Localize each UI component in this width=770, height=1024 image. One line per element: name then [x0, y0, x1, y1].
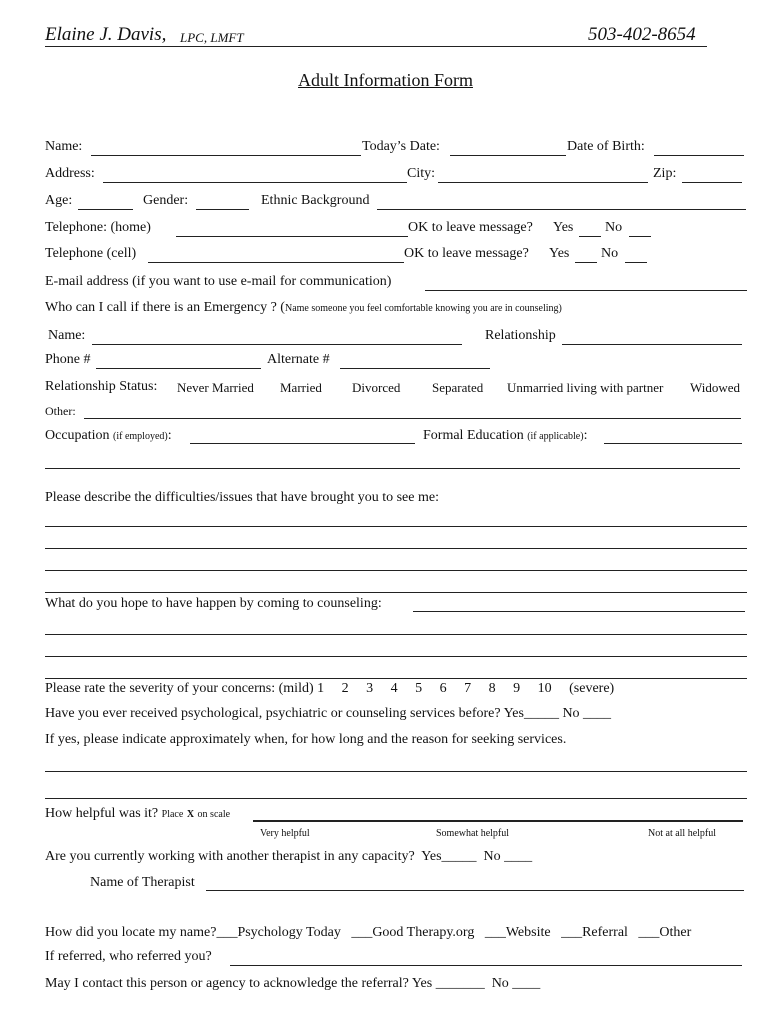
ec-relationship-label: Relationship [485, 328, 556, 343]
therapist-name-label: Name of Therapist [90, 875, 195, 890]
therapist-phone: 503-402-8654 [588, 24, 696, 45]
tel-home-field[interactable] [176, 236, 408, 237]
place-text: Place [161, 809, 184, 820]
locate-question[interactable]: How did you locate my name?___Psychology Today ___Good Therapy.org ___Website ___Referral ___Other [45, 925, 692, 940]
tel-cell-label: Telephone (cell) [45, 246, 137, 261]
ec-name-field[interactable] [92, 344, 462, 345]
therapist-credentials: LPC, LMFT [180, 30, 244, 45]
dob-field[interactable] [654, 155, 744, 156]
address-label: Address: [45, 166, 95, 181]
other-label: Other: [45, 404, 76, 418]
age-field[interactable] [78, 209, 133, 210]
difficulties-line-1[interactable] [45, 526, 747, 527]
occupation-text: Occupation [45, 428, 110, 443]
tel-cell-field[interactable] [148, 262, 404, 263]
ec-alternate-field[interactable] [340, 368, 490, 369]
tel-home-label: Telephone: (home) [45, 220, 151, 235]
rel-status-label: Relationship Status: [45, 379, 158, 394]
address-field[interactable] [103, 182, 407, 183]
if-yes-line-2[interactable] [45, 798, 747, 799]
current-therapist-question[interactable]: Are you currently working with another therapist in any capacity? Yes_____ No ____ [45, 849, 533, 864]
city-field[interactable] [438, 182, 648, 183]
header-underline [45, 46, 707, 47]
occupation-extra-line[interactable] [45, 468, 740, 469]
emergency-note: Name someone you feel comfortable knowing you are in counseling) [284, 303, 562, 314]
ok-msg-cell-no: No [601, 246, 619, 261]
gender-label: Gender: [143, 193, 189, 208]
rel-option-married[interactable]: Married [280, 380, 322, 395]
ec-alternate-label: Alternate # [267, 352, 330, 367]
difficulties-line-3[interactable] [45, 570, 747, 571]
if-applicable-note: (if applicable) [527, 431, 584, 442]
if-yes-label: If yes, please indicate approximately when, for how long and the reason for seeking services. [45, 732, 567, 747]
ethnic-field[interactable] [377, 209, 746, 210]
ec-relationship-field[interactable] [562, 344, 742, 345]
prior-services-question[interactable]: Have you ever received psychological, psychiatric or counseling services before? Yes_____ No ____ [45, 706, 612, 721]
scale-somewhat-helpful: Somewhat helpful [436, 828, 510, 839]
scale-very-helpful: Very helpful [260, 828, 310, 839]
todays-date-label: Today’s Date: [362, 139, 440, 154]
ok-msg-home-label: OK to leave message? [408, 220, 533, 235]
ok-msg-home-yes: Yes [553, 220, 574, 235]
scale-not-helpful: Not at all helpful [648, 828, 717, 839]
dob-label: Date of Birth: [567, 139, 645, 154]
hope-field[interactable] [413, 611, 745, 612]
rel-option-divorced[interactable]: Divorced [352, 380, 401, 395]
contact-referral-question[interactable]: May I contact this person or agency to acknowledge the referral? Yes _______ No ____ [45, 976, 541, 991]
referred-by-field[interactable] [230, 965, 742, 966]
hope-label: What do you hope to have happen by coming to counseling: [45, 596, 382, 611]
emergency-question: Who can I call if there is an Emergency ? ( [45, 300, 285, 315]
if-employed-note: (if employed) [113, 431, 168, 442]
occupation-label [45, 428, 172, 444]
zip-field[interactable] [682, 182, 742, 183]
zip-label: Zip: [653, 166, 677, 181]
form-title: Adult Information Form [298, 70, 473, 90]
ethnic-label: Ethnic Background [261, 193, 370, 208]
difficulties-line-4[interactable] [45, 592, 747, 593]
formal-edu-colon: : [583, 428, 588, 443]
difficulties-line-2[interactable] [45, 548, 747, 549]
age-label: Age: [45, 193, 73, 208]
ec-phone-label: Phone # [45, 352, 91, 367]
on-scale-text: on scale [197, 809, 231, 820]
occupation-colon: : [167, 428, 172, 443]
formal-edu-text: Formal Education [423, 428, 524, 443]
other-field[interactable] [84, 418, 741, 419]
x-mark: X [186, 809, 195, 820]
ok-msg-cell-yes: Yes [549, 246, 570, 261]
ec-name-label: Name: [48, 328, 86, 343]
if-yes-line-1[interactable] [45, 771, 747, 772]
gender-field[interactable] [196, 209, 249, 210]
ok-msg-home-yes-field[interactable] [579, 236, 601, 237]
formal-edu-label [423, 428, 587, 444]
emergency-label [45, 300, 562, 316]
name-label: Name: [45, 139, 83, 154]
difficulties-label: Please describe the difficulties/issues that have brought you to see me: [45, 490, 439, 505]
hope-line-3[interactable] [45, 656, 747, 657]
todays-date-field[interactable] [450, 155, 566, 156]
email-field[interactable] [425, 290, 747, 291]
city-label: City: [407, 166, 436, 181]
therapist-name: Elaine J. Davis, [45, 24, 167, 45]
hope-line-4[interactable] [45, 678, 747, 679]
rel-option-never-married[interactable]: Never Married [177, 380, 254, 395]
formal-edu-field[interactable] [604, 443, 742, 444]
severity-scale[interactable]: Please rate the severity of your concerns: (mild) 1 2 3 4 5 6 7 8 9 10 (severe) [45, 681, 615, 696]
email-label: E-mail address (if you want to use e-mail for communication) [45, 274, 392, 289]
ok-msg-cell-label: OK to leave message? [404, 246, 529, 261]
ok-msg-cell-yes-field[interactable] [575, 262, 597, 263]
ok-msg-home-no-field[interactable] [629, 236, 651, 237]
rel-option-unmarried[interactable]: Unmarried living with partner [507, 380, 664, 395]
helpful-question: How helpful was it? [45, 806, 159, 821]
ok-msg-cell-no-field[interactable] [625, 262, 647, 263]
hope-line-2[interactable] [45, 634, 747, 635]
therapist-name-field[interactable] [206, 890, 744, 891]
helpful-scale-line[interactable] [253, 820, 743, 822]
helpful-label [45, 806, 230, 822]
ok-msg-home-no: No [605, 220, 623, 235]
rel-option-widowed[interactable]: Widowed [690, 380, 741, 395]
occupation-field[interactable] [190, 443, 415, 444]
name-field[interactable] [91, 155, 361, 156]
ec-phone-field[interactable] [96, 368, 261, 369]
rel-option-separated[interactable]: Separated [432, 380, 484, 395]
referred-by-label: If referred, who referred you? [45, 949, 212, 964]
